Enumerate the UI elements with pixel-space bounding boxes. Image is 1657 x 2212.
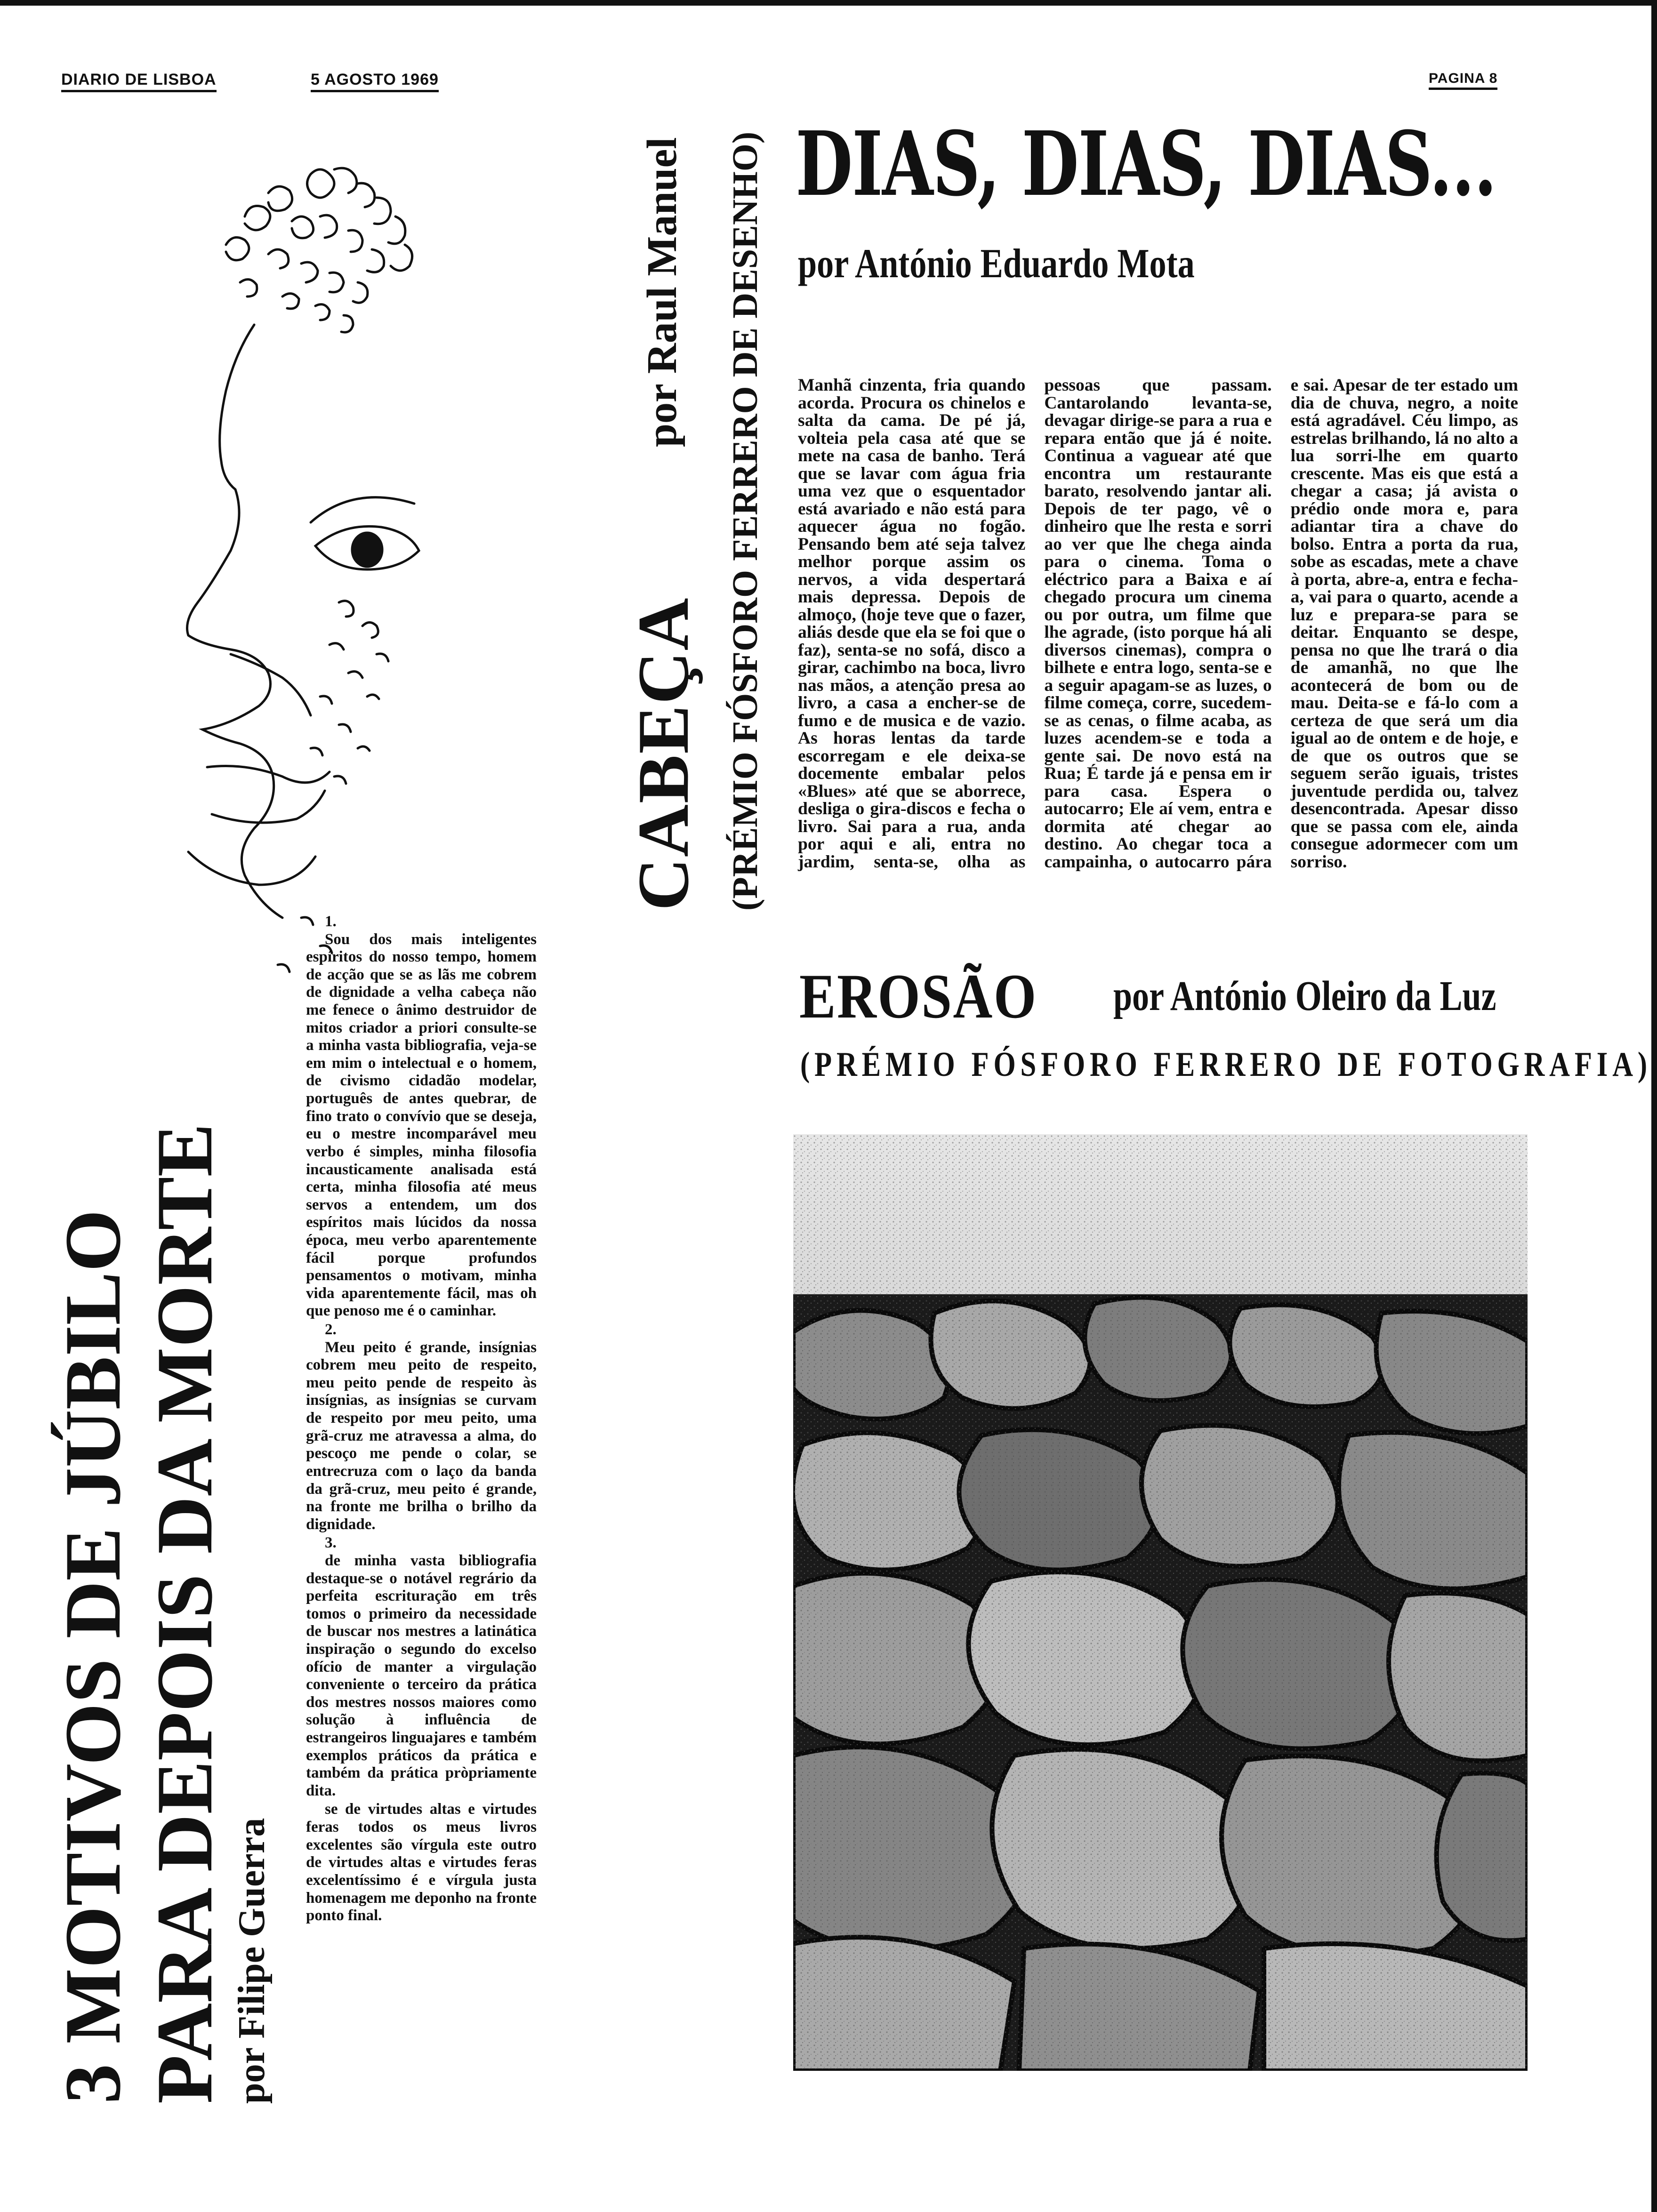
poem-paragraph-3: de minha vasta bibliografia destaque-se o notável regrário da perfeita escrituração em três tomos o primeiro da necessidade de buscar nos mestres a latinática inspiração o segundo do excelso ofício de manter a virgulação conveniente o terceiro da prática dos mestres nossos maiores como solução à influência de estrangeiros linguajares e também exemplos práticos da prática e também da prática pròpriamente dita.: [306, 1552, 537, 1799]
cabeca-byline: por Raul Manuel: [639, 137, 685, 447]
poem-paragraph-4: se de virtudes altas e virtudes feras todos os meus livros excelentes são vírgula este outro de virtudes altas e virtudes feras excelentíssimo é e vírgula justa homenagem me deponho na fronte ponto final.: [306, 1801, 537, 1924]
erosao-byline: por António Oleiro da Luz: [1113, 973, 1496, 1019]
page-number: PAGINA 8: [1429, 71, 1497, 90]
section-number-3: 3.: [325, 1534, 337, 1552]
motivos-poem: [306, 913, 537, 1926]
issue-date: 5 AGOSTO 1969: [311, 71, 439, 92]
erosao-prize: (PRÉMIO FÓSFORO FERRERO DE FOTOGRAFIA): [800, 1045, 1652, 1084]
motivos-title-line2: PARA DEPOIS DA MORTE: [140, 1123, 229, 2104]
section-number-2: 2.: [325, 1321, 337, 1338]
newspaper-name: DIARIO DE LISBOA: [61, 71, 217, 92]
motivos-byline: por Filipe Guerra: [231, 1818, 273, 2104]
poem-paragraph-2: Meu peito é grande, insígnias cobrem meu peito de respeito, meu peito pende de respeito às insígnias, as insígnias se curvam de respeito por meu peito, uma grã-cruz me atravessa a alma, do pescoço me pende o colar, se entrecruza com o laço da banda da grã-cruz, meu peito é grande, na fronte me brilha o brilho da dignidade.: [306, 1338, 537, 1533]
motivos-title-line1: 3 MOTIVOS DE JÚBILO: [48, 1210, 137, 2104]
right-border-rule: [1651, 0, 1657, 2212]
dias-title: DIAS, DIAS, DIAS...: [796, 112, 1496, 216]
erosao-photo: [793, 1134, 1528, 2071]
cabeca-prize: (PRÉMIO FÓSFORO FERRERO DE DESENHO): [725, 131, 765, 911]
dias-article-text: Manhã cinzenta, fria quando acorda. Procura os chinelos e salta da cama. De pé já, volteia pela casa até que se mete na casa de banho. Terá que se lavar com água fria uma vez que o esquentador está avariado e não está para aquecer água no fogão. Pensando bem até seja talvez melhor porque assim os nervos, a vida despertará mais depressa. Depois de almoço, (hoje teve que o fazer, aliás desde que ela se foi que o faz), senta-se no sofá, disco a girar, cachimbo na boca, livro nas mãos, a atenção presa ao livro, a casa a encher-se de fumo e de musica e de vazio. As horas lentas da tarde escorregam e ele deixa-se docemente embalar pelos «Blues» até que se aborrece, desliga o gira-discos e fecha o livro. Sai para a rua, anda por aqui e ali, entra no jardim, senta-se, olha as pessoas que passam. Cantarolando levanta-se, devagar dirige-se para a rua e repara então que já é noite. Continua a vaguear até que encontra um restaurante barato, resolvendo jantar ali. Depois de ter pago, vê o dinheiro que lhe resta e sorri ao ver que lhe chega ainda para o cinema. Toma o eléctrico para a Baixa e aí chegado procura um cinema ou por outra, um filme que lhe agrade, (isto porque há ali diversos cinemas), compra o bilhete e entra logo, senta-se e a seguir apagam-se as luzes, o filme começa, corre, sucedem-se as cenas, o filme acaba, as luzes acendem-se e toda a gente sai. De novo está na Rua; É tarde já e pensa em ir para casa. Espera o autocarro; Ele aí vem, entra e dormita até chegar ao destino. Ao chegar toca a campainha, o autocarro pára e sai. Apesar de ter estado um dia de chuva, negro, a noite está agradável. Céu limpo, as estrelas brilhando, lá no alto a lua sorri-lhe em quarto crescente. Mas eis que está a chegar a casa; já avista o prédio onde mora e, para adiantar tira a chave do bolso. Entra a porta da rua, sobe as escadas, mete a chave à porta, abre-a, entra e fecha-a, vai para o quarto, acende a luz e prepara-se para se deitar. Enquanto se despe, pensa no que lhe trará o dia de amanhã, no que lhe acontecerá de bom ou de mau. Deita-se e fá-lo com a certeza de que será um dia igual ao de ontem e de hoje, e de que os outros que se seguem serão iguais, tristes juventude perdida ou, talvez desencontrada. Apesar disso que se passa com ele, ainda consegue adormecer com um sorriso.: [798, 376, 1518, 872]
top-border-rule: [0, 0, 1657, 6]
face-drawing: [113, 155, 527, 1002]
poem-paragraph-1: Sou dos mais inteligentes espíritos do nosso tempo, homem de acção que se as lãs me cobrem de dignidade a velha cabeça não me fenece o ânimo destruidor de mitos criador a priori consulte-se a minha vasta bibliografia, veja-se em mim o intelectual e o homem, de civismo cidadão modelar, português de antes quebrar, de fino trato o convívio que se deseja, eu o mestre incomparável meu verbo é simples, minha filosofia incausticamente analisada está certa, minha filosofia até meus servos a entendem, um dos espíritos mais lúcidos da nossa época, meu verbo aparentemente fácil porque profundos pensamentos o motivam, minha vida aparentemente fácil, mas oh que penoso me é o caminhar.: [306, 930, 537, 1320]
dias-byline: por António Eduardo Mota: [798, 241, 1195, 287]
cabeca-title: CABEÇA: [623, 597, 704, 911]
erosao-title: EROSÃO: [799, 962, 1038, 1032]
section-number-1: 1.: [325, 913, 337, 930]
